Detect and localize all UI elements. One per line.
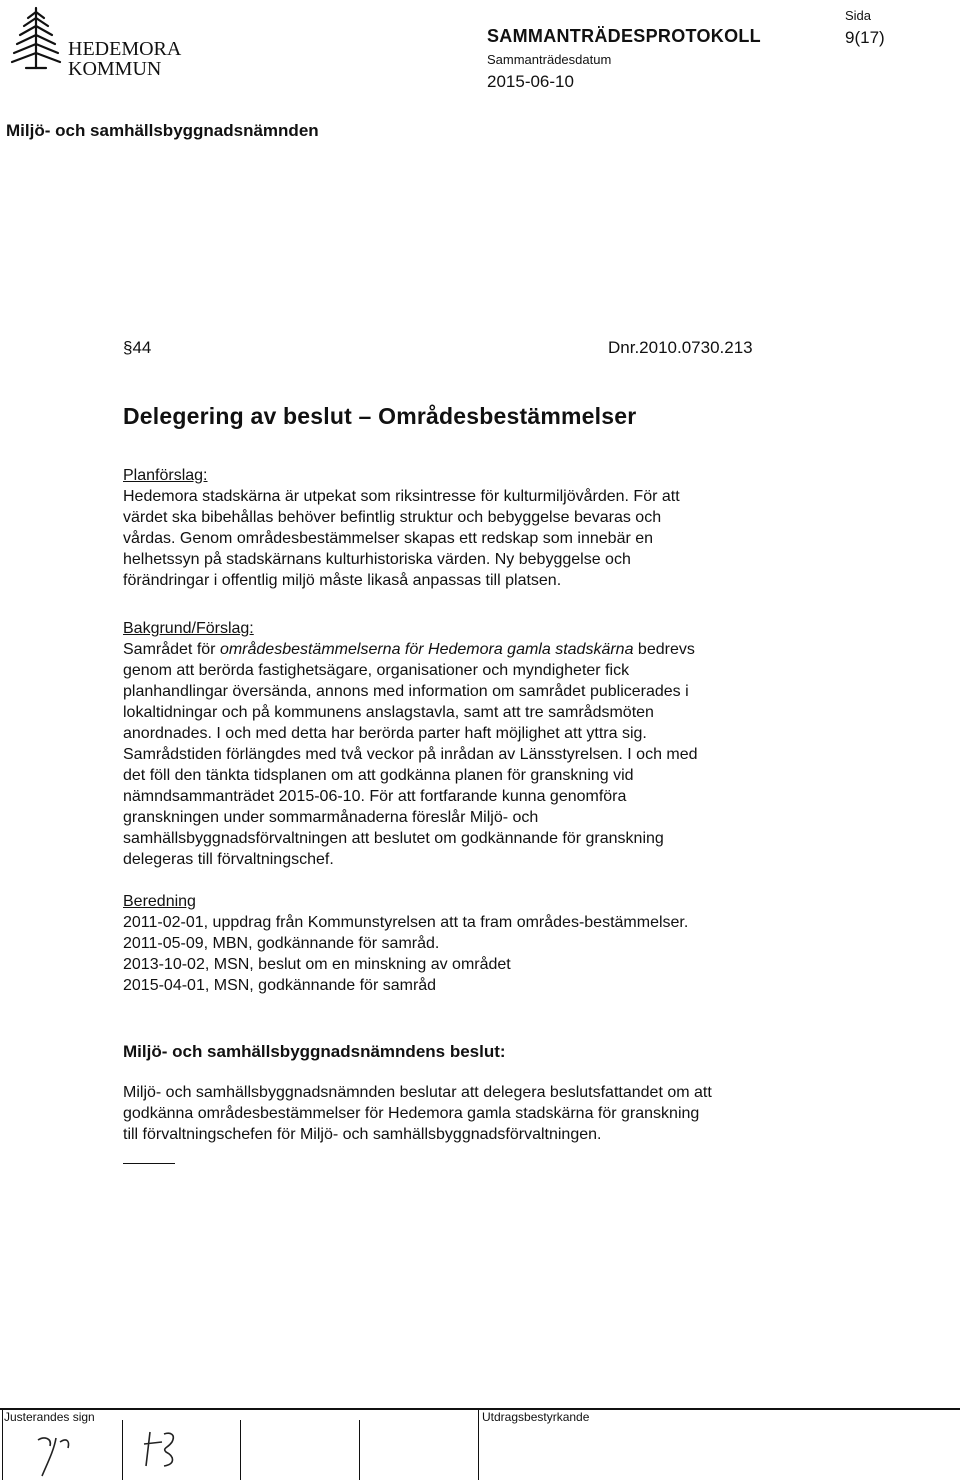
beredning-heading: Beredning — [123, 893, 196, 910]
paragraph-line: anordnades. I och med detta har berörda parter haft möjlighet att yttra sig. — [123, 725, 647, 742]
beredning-item: 2013-10-02, MSN, beslut om en minskning av området — [123, 956, 511, 973]
logo-line1: HEDEMORA — [68, 38, 182, 60]
paragraph-line: Samrådstiden förlängdes med två veckor på inrådan av Länsstyrelsen. I och med — [123, 746, 698, 763]
case-title: Delegering av beslut – Områdesbestämmelser — [123, 403, 637, 429]
footer-divider — [478, 1408, 479, 1480]
footer-divider — [122, 1420, 123, 1480]
paragraph-line: genom att berörda fastighetsägare, organisationer och myndigheter fick — [123, 662, 630, 679]
paragraph-line: granskningen under sommarmånaderna föreslår Miljö- och — [123, 809, 539, 826]
decision-line: Miljö- och samhällsbyggnadsnämnden beslutar att delegera beslutsfattandet om att — [123, 1084, 712, 1101]
bakgrund-heading: Bakgrund/Förslag: — [123, 620, 254, 637]
meeting-date-label: Sammanträdesdatum — [487, 52, 612, 67]
planforslag-heading: Planförslag: — [123, 467, 208, 484]
decision-line: till förvaltningschefen för Miljö- och samhällsbyggnadsförvaltningen. — [123, 1126, 602, 1143]
paragraph-line: planhandlingar översända, annons med information om samrådet publicerades i — [123, 683, 689, 700]
municipality-logo — [8, 6, 208, 80]
page-label: Sida — [845, 8, 872, 23]
bakgrund-first-start: Samrådet för — [123, 641, 220, 658]
end-rule — [123, 1163, 175, 1164]
bakgrund-section — [123, 618, 803, 870]
beredning-item: 2011-05-09, MBN, godkännande för samråd. — [123, 935, 440, 952]
footer-divider — [2, 1408, 3, 1480]
footer-divider — [240, 1420, 241, 1480]
paragraph-line: nämndsammanträdet 2015-06-10. För att fortfarande kunna genomföra — [123, 788, 627, 805]
paragraph-number — [123, 337, 151, 358]
paragraph-line: samhällsbyggnadsförvaltningen att beslutet om godkännande för granskning — [123, 830, 664, 847]
decision-line: godkänna områdesbestämmelser för Hedemora gamla stadskärna för granskning — [123, 1105, 700, 1122]
diary-number: Dnr.2010.0730.213 — [608, 338, 753, 357]
bakgrund-first-end: bedrevs — [633, 641, 695, 658]
tree-logo-icon — [8, 6, 64, 70]
paragraph-line: det föll den tänkta tidsplanen om att godkänna planen för granskning vid — [123, 767, 634, 784]
document-type: SAMMANTRÄDESPROTOKOLL — [487, 26, 761, 46]
paragraph-line: helhetssyn på stadskärnans kulturhistoriska värden. Ny bebyggelse och — [123, 551, 631, 568]
paragraph-line: värdet ska bibehållas behöver befintlig struktur och bebyggelse bevaras och — [123, 509, 662, 526]
page-number: 9(17) — [845, 28, 885, 47]
utdragsbestyrkande-label: Utdragsbestyrkande — [482, 1410, 590, 1424]
signature-initials-1 — [30, 1428, 80, 1480]
committee-name: Miljö- och samhällsbyggnadsnämnden — [6, 121, 319, 140]
logo-line2: KOMMUN — [68, 58, 162, 80]
signature-initials-2 — [140, 1424, 190, 1474]
meeting-date: 2015-06-10 — [487, 72, 574, 91]
planforslag-section — [123, 465, 803, 591]
bakgrund-first-italic: områdesbestämmelserna för Hedemora gamla stadskärna — [219, 641, 634, 658]
beredning-item: 2015-04-01, MSN, godkännande för samråd — [123, 977, 437, 994]
paragraph-line — [123, 639, 803, 660]
section-symbol: § — [123, 338, 133, 357]
beredning-item: 2011-02-01, uppdrag från Kommunstyrelsen att ta fram områdes-bestämmelser. — [123, 914, 689, 931]
decision-heading: Miljö- och samhällsbyggnadsnämndens beslut: — [123, 1042, 506, 1061]
paragraph-line: vårdas. Genom områdesbestämmelser skapas ett redskap som innebär en — [123, 530, 654, 547]
paragraph-line: delegeras till förvaltningschef. — [123, 851, 334, 868]
paragraph-line: förändringar i offentlig miljö måste likaså anpassas till platsen. — [123, 572, 562, 589]
paragraph-line: lokaltidningar och på kommunens anslagstavla, samt att tre samrådsmöten — [123, 704, 654, 721]
footer-divider — [359, 1420, 360, 1480]
justerandes-sign-label: Justerandes sign — [4, 1410, 95, 1424]
decision-section — [123, 1082, 803, 1145]
beredning-section — [123, 891, 803, 996]
paragraph-line: Hedemora stadskärna är utpekat som riksintresse för kulturmiljövården. För att — [123, 488, 680, 505]
paragraph-value: 44 — [132, 338, 152, 357]
footer-top-rule — [0, 1408, 960, 1410]
